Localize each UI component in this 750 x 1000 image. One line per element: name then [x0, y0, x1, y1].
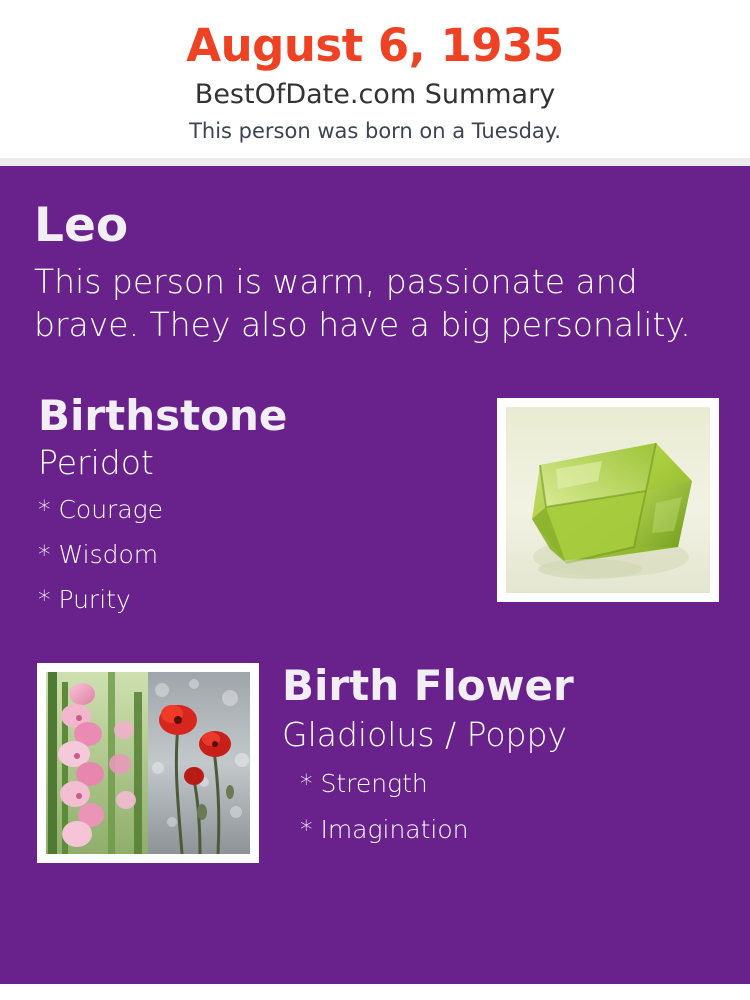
birthstone-photo-frame — [497, 398, 719, 602]
birth-flower-title: Birth Flower — [282, 661, 574, 711]
birthstone-section — [32, 393, 718, 633]
birth-flower-text — [282, 661, 718, 845]
zodiac-sign-name: Leo — [34, 197, 129, 253]
zodiac-description: This person is warm, passionate and brave. They also have a big personality. — [34, 261, 691, 345]
born-day-line: This person was born on a Tuesday. — [189, 118, 561, 143]
poppy-illustration — [148, 672, 250, 854]
header-divider — [0, 158, 750, 166]
birth-flower-photo-frame — [37, 663, 259, 863]
site-summary-label: BestOfDate.com Summary — [194, 79, 556, 111]
birth-flower-photo — [46, 672, 250, 854]
peridot-gem-illustration — [506, 407, 710, 593]
list-item: * Purity — [38, 585, 131, 615]
birthstone-name: Peridot — [38, 443, 154, 483]
page-header — [0, 0, 750, 158]
list-item: * Imagination — [300, 815, 469, 845]
gladiolus-illustration — [46, 672, 148, 854]
page-title-date: August 6, 1935 — [186, 19, 564, 72]
birth-flower-section — [32, 663, 718, 883]
poppy-photo — [148, 672, 250, 854]
birth-flower-trait-list — [300, 769, 718, 845]
gladiolus-photo — [46, 672, 148, 854]
summary-panel — [0, 166, 750, 984]
birth-flower-name: Gladiolus / Poppy — [282, 715, 567, 755]
birthstone-photo — [506, 407, 710, 593]
list-item: * Strength — [300, 769, 428, 799]
list-item: * Courage — [38, 495, 164, 525]
list-item: * Wisdom — [38, 540, 159, 570]
birthstone-title: Birthstone — [38, 391, 288, 441]
